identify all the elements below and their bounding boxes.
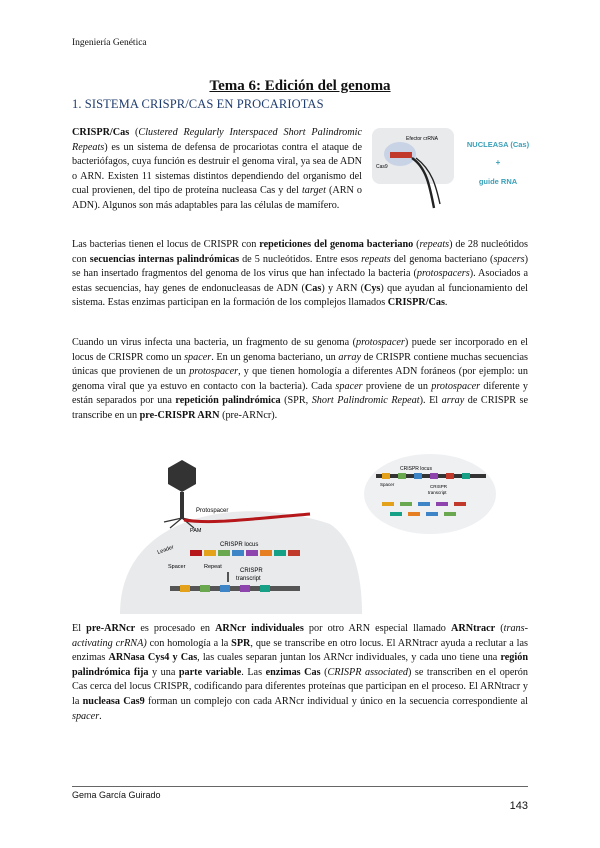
right-locus-block-5 — [446, 473, 454, 479]
repeat-label: Repeat — [204, 564, 222, 570]
crispr-figure — [100, 454, 500, 614]
footer-author: Gema García Guirado — [72, 790, 161, 800]
right-locus-block-3 — [414, 473, 422, 479]
right-crrna-8 — [426, 512, 438, 516]
right-transcript-label-2: transcript — [428, 490, 447, 495]
guide-rna-label: guide RNA — [478, 177, 518, 186]
right-spacer-label: Spacer — [380, 482, 395, 487]
locus-block-3 — [218, 550, 230, 556]
transcript-block-4 — [240, 585, 250, 592]
locus-block-5 — [246, 550, 258, 556]
right-crrna-2 — [400, 502, 412, 506]
crispr-locus-label: CRISPR locus — [220, 542, 259, 548]
transcript-block-3 — [220, 585, 230, 592]
page-title: Tema 6: Edición del genoma — [209, 78, 391, 94]
right-crrna-9 — [444, 512, 456, 516]
transcript-block-1 — [180, 585, 190, 592]
right-crrna-1 — [382, 502, 394, 506]
right-transcript-label-1: CRISPR — [430, 484, 448, 489]
right-locus-block-4 — [430, 473, 438, 479]
paragraph-crispr-intro: CRISPR/Cas (Clustered Regularly Interspaced Short Palindromic Repeats) es un sistema de defensa de procariotas contra el ataque de bacteriófagos, cuya función es destruir el genoma viral, ya sea de ADN o ARN. Existen 11 sistemas distintos dependiendo del organismo del cual provienen, del tipo de proteína nucleasa Cas y del target (ARN o ADN). Algunos son más adaptables para las células de mamífero. — [72, 127, 363, 211]
locus-block-2 — [204, 550, 216, 556]
crispr-transcript-label-1: CRISPR — [240, 568, 263, 574]
paragraph-crispr-locus: Las bacterias tienen el locus de CRISPR con repeticiones del genoma bacteriano (repeats) de 28 nucleótidos con secuencias internas palindrómicas de 5 nucleótidos. Entre esos repeats del genoma bacteriano (spacers) se han insertado fragmentos del genoma de los virus que han infectado la bacteria (protospacers). Asociados a estas secuencias, hay genes de endonucleasas de ADN (Cas) y ARN (Cys) que ayudan al funcionamiento del sistema. Estas enzimas participan en la formación de los complejos llamados CRISPR/Cas. — [72, 239, 528, 309]
right-crrna-5 — [454, 502, 466, 506]
locus-block-1 — [190, 550, 202, 556]
spacer-label: Spacer — [168, 564, 186, 570]
locus-block-7 — [274, 550, 286, 556]
paragraph-virus-infection: Cuando un virus infecta una bacteria, un fragmento de su genoma (protospacer) puede ser incorporado en el locus de CRISPR como un spacer. En un genoma bacteriano, un array de CRISPR contiene muchas secuencias únicas que provienen de un protospacer, y que tienen homología a diferentes ADN foráneos (por ejemplo: un genoma viral que ya estuvo en contacto con la bacteria). Cada spacer proviene de un protospacer diferente y están separados por una repetición palindrómica (SPR, Short Palindromic Repeat). El array de CRISPR se transcribe en un pre-CRISPR ARN (pre-ARNcr). — [72, 337, 529, 421]
locus-block-6 — [260, 550, 272, 556]
leader-label: Leader — [156, 544, 175, 556]
right-crrna-4 — [436, 502, 448, 506]
cas-label: Cas9 — [376, 164, 388, 170]
running-header: Ingeniería Genética — [72, 38, 147, 48]
footer-divider — [72, 786, 528, 787]
transcript-block-2 — [200, 585, 210, 592]
right-crrna-7 — [408, 512, 420, 516]
phage-head — [168, 460, 196, 492]
locus-block-8 — [288, 550, 300, 556]
right-locus-block-6 — [462, 473, 470, 479]
plus-sign: + — [495, 158, 501, 167]
paragraph-pre-arncr-processing: El pre-ARNcr es procesado en ARNcr individuales por otro ARN especial llamado ARNtracr (trans-activating crRNA) con homología a la SPR, que se transcribe en otro locus. El ARNtracr ayuda a reclutar a las enzimas ARNasa Cys4 y Cas, las cuales separan juntan los ARNcr individuales, y cada uno tiene una región palindrómica fija y una parte variable. Las enzimas Cas (CRISPR associated) se transcriben en el operón Cas cerca del locus CRISPR, codificando para diferentes proteínas que participan en el proceso. El ARNtracr y la nucleasa Cas9 forman un complejo con cada ARNcr individual y único en la secuencia correspondiente al spacer. — [72, 623, 528, 722]
right-locus-block-2 — [398, 473, 406, 479]
right-locus-label: CRISPR locus — [400, 466, 432, 472]
phage-tail — [180, 492, 184, 518]
page-number: 143 — [509, 800, 528, 812]
effector-label: Efector crRNA — [406, 136, 438, 142]
transcript-block-5 — [260, 585, 270, 592]
crispr-transcript-label-2: transcript — [236, 576, 261, 582]
nuclease-figure — [372, 128, 532, 212]
crispr-diagram — [100, 454, 500, 614]
nuclease-label: NUCLEASA (Cas) — [466, 140, 530, 149]
locus-block-4 — [232, 550, 244, 556]
bacteria-cell — [120, 511, 362, 614]
nuclease-diagram — [372, 128, 532, 212]
pam-label: PAM — [190, 528, 202, 534]
crrna-shape — [390, 152, 412, 158]
right-crrna-3 — [418, 502, 430, 506]
right-crrna-6 — [390, 512, 402, 516]
section-heading: 1. SISTEMA CRISPR/CAS EN PROCARIOTAS — [72, 97, 324, 111]
protospacer-label: Protospacer — [196, 508, 229, 514]
right-locus-block-1 — [382, 473, 390, 479]
